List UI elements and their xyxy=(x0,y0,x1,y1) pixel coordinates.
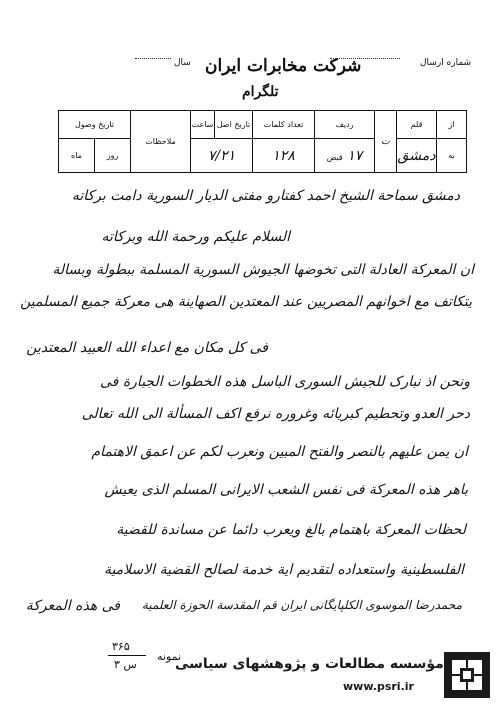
pen-side-note: ت xyxy=(375,111,397,173)
form-number-bottom: س ۳ xyxy=(114,658,137,671)
company-name: شرکت مخابرات ایران xyxy=(205,56,362,76)
form-number-top: ۳۶۵ xyxy=(112,640,130,653)
receipt-label: قبض xyxy=(326,152,343,162)
document-title: تلگرام xyxy=(242,84,279,100)
send-number-label: شماره ارسال xyxy=(420,58,472,68)
form-number-divider xyxy=(108,655,146,656)
body-line-6: ونحن اذ نبارک للجیش السوری الباسل هذه الخطوات الجبارة فی xyxy=(100,374,470,390)
institute-logo xyxy=(444,652,490,698)
notes-label: ملاحظات xyxy=(131,111,191,173)
orig-time-label: ساعت xyxy=(191,111,215,139)
body-line-9: باهر هذه المعرکة فی نفس الشعب الایرانی المسلم الذی یعیش xyxy=(104,482,468,498)
form-number-label: نمونه xyxy=(157,650,182,663)
body-line-1: دمشق سماحة الشیخ احمد کفتارو مفتی الدیار السوریة دامت برکاته xyxy=(71,188,460,204)
year-label: سال xyxy=(174,58,191,68)
pen-value: دمشق xyxy=(397,139,437,173)
institute-name: مؤسسه مطالعات و پژوهشهای سیاسی xyxy=(175,656,444,672)
orig-date-label: تاریخ اصل xyxy=(215,111,253,139)
row-number: ۱۷ xyxy=(347,147,363,164)
institute-website: www.psri.ir xyxy=(343,680,414,693)
word-count-value: ۱۲۸ xyxy=(253,139,315,173)
body-line-2: السلام علیکم ورحمة الله وبرکاته xyxy=(101,229,290,245)
body-line-10: لحظات المعرکة باهتمام بالغ ویعرب دائما عن مساندة للقضیة xyxy=(116,522,466,538)
word-count-label: تعداد کلمات xyxy=(253,111,315,139)
row-label: ردیف xyxy=(315,111,375,139)
year-blank xyxy=(135,58,171,59)
body-line-8: ان یمن علیهم بالنصر والفتح المبین ونعرب لکم عن اعمق الاهتمام xyxy=(91,444,468,460)
signature: محمدرضا الموسوی الکلپایگانی ایران قم المقدسة الحوزة العلمیة xyxy=(141,598,462,612)
pen-label: قلم xyxy=(397,111,437,139)
body-line-11: الفلسطینیة واستعداده لتقدیم ایة خدمة لصالح القضیة الاسلامیة xyxy=(103,562,464,578)
body-line-12: فی هذه المعرکة xyxy=(25,598,120,614)
orig-date-value: ۷/۲۱ xyxy=(191,139,253,173)
body-line-5: فی کل مکان مع اعداء الله العبید المعتدین xyxy=(26,340,268,356)
row-value xyxy=(315,139,375,173)
from-label: از xyxy=(437,111,467,139)
to-label: به xyxy=(437,139,467,173)
body-line-4: یتکاتف مع اخوانهم المصریین عند المعتدین الصهاینة هی معرکة جمیع المسلمین xyxy=(20,294,472,310)
day-label: روز xyxy=(95,139,131,173)
arrival-date-label: تاریخ وصول xyxy=(59,111,131,139)
telegram-form-table xyxy=(58,110,467,173)
month-label: ماه xyxy=(59,139,95,173)
body-line-7: دحر العدو وتحطیم کبریائه وغروره نرفع اکف المسألة الی الله تعالی xyxy=(81,406,470,422)
body-line-3: ان المعرکة العادلة التی تخوضها الجیوش السوریة المسلمة ببطولة وبسالة xyxy=(52,262,474,278)
institute-logo-mark xyxy=(444,652,490,698)
